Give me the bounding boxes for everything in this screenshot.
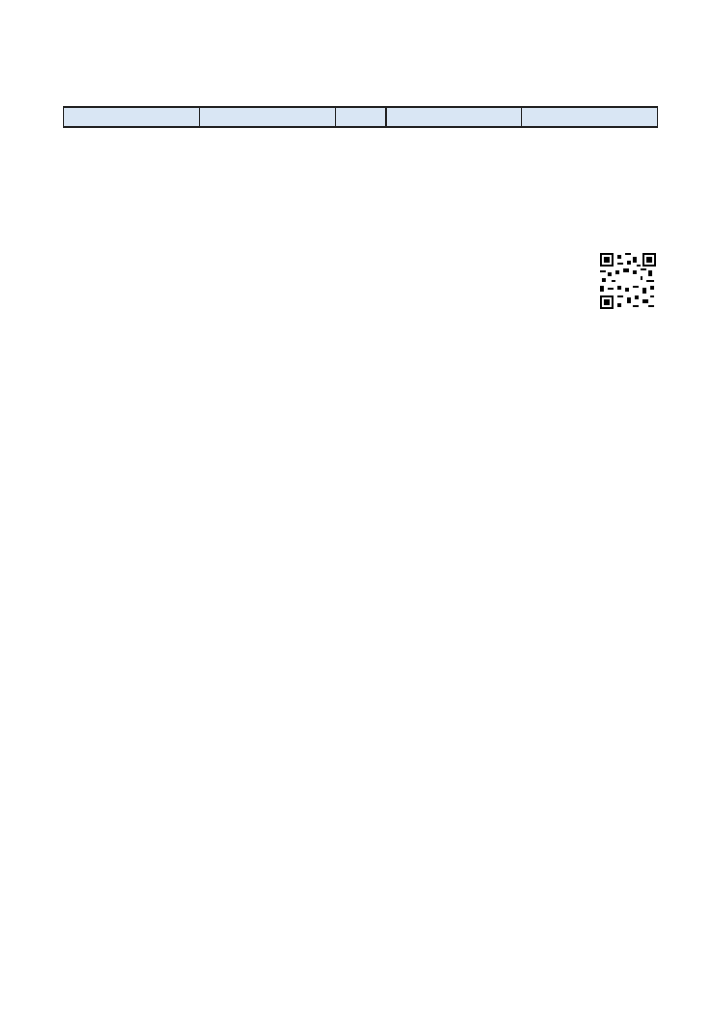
header-hiratsuka-to-school [386,107,522,127]
access-url-row [124,296,140,316]
timetable-header-row [64,107,658,127]
header-aiko-to-school [64,107,200,127]
bus-timetable [63,106,658,128]
header-school-to-aiko [200,107,336,127]
header-school-to-hiratsuka [522,107,658,127]
header-hour [336,107,386,127]
access-qr-code[interactable] [600,253,656,309]
